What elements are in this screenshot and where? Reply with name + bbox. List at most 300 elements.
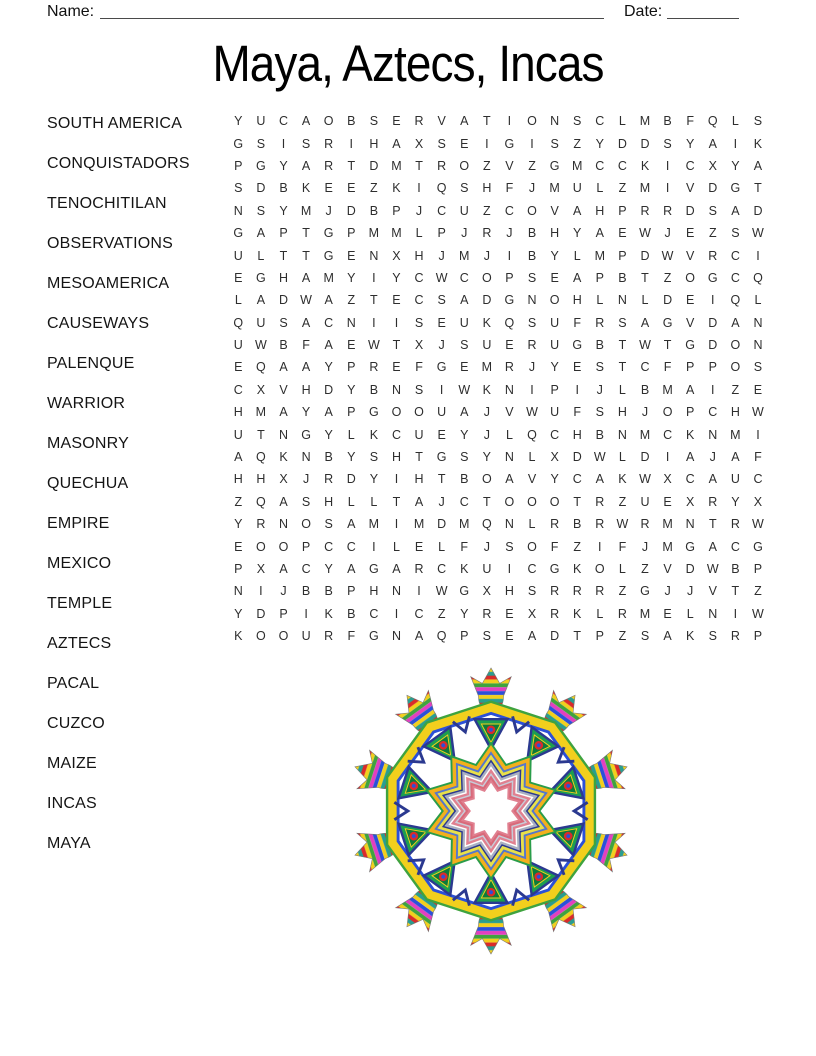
grid-letter: Y — [347, 382, 356, 397]
grid-letter: M — [549, 181, 560, 196]
grid-letter: R — [414, 562, 424, 576]
grid-letter: X — [256, 382, 266, 397]
grid-letter: S — [505, 539, 514, 554]
grid-letter: J — [687, 584, 694, 599]
grid-letter: D — [685, 562, 695, 576]
grid-letter: T — [663, 338, 672, 353]
word-list-item: CAUSEWAYS — [47, 315, 150, 332]
grid-letter: E — [686, 226, 695, 241]
grid-letter: D — [572, 450, 582, 465]
grid-letter: R — [437, 158, 447, 173]
grid-letter: U — [550, 338, 560, 353]
grid-letter: I — [507, 562, 512, 576]
word-list-item: PACAL — [47, 675, 100, 692]
grid-letter: T — [754, 181, 762, 196]
grid-letter: L — [347, 494, 355, 509]
grid-letter: V — [550, 203, 559, 218]
grid-letter: E — [324, 181, 333, 196]
grid-letter: L — [505, 427, 513, 442]
grid-letter: S — [414, 382, 424, 397]
grid-letter: G — [368, 405, 379, 420]
grid-letter: A — [460, 293, 469, 308]
grid-letter: Z — [754, 584, 762, 599]
grid-letter: A — [279, 405, 288, 420]
grid-letter: Y — [324, 427, 333, 442]
grid-letter: R — [482, 606, 492, 621]
grid-letter: S — [527, 315, 537, 330]
grid-letter: A — [392, 136, 401, 151]
grid-letter: S — [550, 136, 559, 151]
grid-letter: Y — [369, 472, 379, 487]
grid-letter: S — [618, 315, 627, 330]
word-list-item: QUECHUA — [47, 475, 129, 492]
grid-letter: J — [483, 405, 490, 420]
grid-letter: J — [438, 494, 445, 509]
grid-letter: Y — [279, 158, 288, 173]
grid-letter: J — [596, 382, 603, 397]
grid-letter: A — [414, 629, 424, 644]
grid-letter: O — [481, 472, 492, 487]
grid-letter: H — [278, 270, 288, 285]
grid-letter: T — [415, 158, 423, 173]
grid-letter: M — [481, 360, 493, 375]
grid-letter: S — [595, 405, 604, 420]
grid-letter: P — [437, 226, 446, 241]
grid-letter: B — [369, 203, 379, 218]
grid-letter: W — [435, 270, 448, 285]
grid-letter: N — [753, 315, 763, 330]
grid-letter: O — [549, 494, 560, 509]
grid-letter: N — [369, 248, 379, 263]
grid-letter: J — [438, 338, 445, 353]
grid-letter: S — [301, 494, 311, 509]
grid-letter: H — [369, 136, 379, 151]
grid-letter: I — [665, 181, 670, 196]
grid-letter: B — [279, 181, 288, 196]
grid-letter: G — [504, 136, 515, 151]
grid-letter: C — [753, 472, 763, 487]
grid-letter: B — [618, 270, 627, 285]
grid-letter: N — [753, 338, 763, 353]
grid-letter: V — [527, 472, 537, 487]
grid-letter: W — [458, 382, 471, 397]
grid-letter: I — [394, 472, 399, 487]
grid-letter: Q — [481, 517, 492, 532]
grid-letter: B — [460, 472, 469, 487]
grid-letter: E — [505, 338, 514, 353]
grid-letter: C — [504, 203, 514, 218]
grid-letter: E — [460, 136, 469, 151]
grid-letter: C — [324, 315, 334, 330]
puzzle-grid — [227, 110, 769, 647]
grid-letter: U — [550, 405, 560, 420]
grid-letter: C — [369, 606, 379, 621]
grid-letter: Z — [234, 494, 243, 509]
grid-letter: P — [301, 539, 311, 554]
grid-letter: W — [435, 584, 448, 599]
grid-letter: L — [347, 427, 355, 442]
grid-letter: N — [233, 584, 243, 599]
grid-letter: B — [595, 338, 604, 353]
grid-letter: Q — [256, 494, 266, 509]
grid-letter: U — [301, 629, 311, 644]
grid-letter: X — [663, 472, 672, 487]
grid-letter: N — [391, 584, 401, 599]
grid-letter: S — [527, 584, 537, 599]
grid-letter: C — [685, 472, 695, 487]
grid-letter: E — [573, 360, 582, 375]
grid-letter: P — [347, 405, 356, 420]
word-list-item: TENOCHITILAN — [47, 195, 167, 212]
grid-letter: O — [527, 494, 537, 509]
grid-letter: X — [527, 606, 537, 621]
grid-letter: G — [685, 338, 696, 353]
grid-letter: V — [279, 382, 288, 397]
grid-letter: I — [711, 293, 715, 308]
grid-letter: Z — [618, 584, 627, 599]
grid-letter: N — [708, 606, 718, 621]
grid-letter: M — [391, 158, 402, 173]
grid-letter: J — [415, 203, 423, 218]
grid-letter: M — [639, 114, 651, 129]
grid-letter: W — [706, 562, 719, 576]
grid-letter: I — [756, 248, 760, 263]
grid-letter: Y — [482, 450, 491, 465]
grid-letter: S — [437, 293, 446, 308]
grid-letter: T — [257, 427, 265, 442]
grid-letter: A — [731, 203, 740, 218]
grid-letter: H — [617, 405, 627, 420]
grid-letter: Z — [483, 203, 491, 218]
grid-letter: R — [730, 629, 740, 644]
grid-letter: T — [392, 338, 401, 353]
grid-letter: X — [279, 472, 288, 487]
grid-letter: K — [392, 181, 401, 196]
grid-letter: Q — [527, 427, 537, 442]
grid-letter: A — [347, 517, 356, 532]
grid-letter: H — [369, 584, 379, 599]
grid-letter: U — [640, 494, 650, 509]
grid-letter: Z — [663, 270, 672, 285]
grid-letter: P — [595, 629, 604, 644]
grid-letter: D — [369, 158, 379, 173]
grid-letter: K — [482, 382, 491, 397]
grid-letter: C — [233, 382, 243, 397]
word-list-item: PALENQUE — [47, 355, 135, 372]
grid-letter: U — [550, 315, 560, 330]
grid-letter: A — [595, 226, 604, 241]
grid-letter: K — [460, 562, 469, 576]
grid-letter: D — [346, 203, 356, 218]
grid-letter: A — [279, 562, 288, 576]
grid-letter: M — [662, 382, 673, 397]
mandala-decoration-icon — [346, 666, 636, 956]
grid-letter: C — [437, 562, 447, 576]
grid-letter: V — [437, 114, 446, 129]
grid-letter: R — [550, 517, 560, 532]
grid-letter: S — [324, 517, 333, 532]
grid-letter: O — [301, 517, 311, 532]
grid-letter: K — [573, 606, 582, 621]
grid-letter: U — [572, 181, 582, 196]
grid-letter: J — [483, 539, 490, 554]
grid-letter: H — [233, 472, 243, 487]
grid-letter: H — [324, 494, 334, 509]
grid-letter: S — [234, 181, 243, 196]
grid-letter: B — [369, 382, 379, 397]
grid-letter: C — [595, 114, 605, 129]
grid-letter: S — [279, 315, 288, 330]
grid-letter: W — [616, 517, 629, 532]
grid-letter: O — [459, 158, 470, 173]
grid-letter: O — [685, 270, 696, 285]
grid-letter: A — [256, 226, 266, 241]
grid-letter: R — [640, 517, 650, 532]
grid-letter: F — [460, 539, 469, 554]
grid-letter: I — [372, 315, 376, 330]
grid-letter: E — [505, 629, 514, 644]
grid-letter: G — [256, 270, 266, 285]
grid-letter: M — [662, 517, 673, 532]
grid-letter: G — [504, 293, 515, 308]
grid-letter: Z — [573, 539, 582, 554]
grid-letter: J — [664, 226, 671, 241]
grid-letter: U — [482, 338, 492, 353]
grid-letter: A — [324, 338, 333, 353]
grid-letter: L — [392, 539, 400, 554]
grid-letter: S — [482, 629, 491, 644]
grid-letter: P — [505, 270, 514, 285]
grid-letter: C — [459, 494, 469, 509]
grid-letter: K — [324, 606, 333, 621]
grid-letter: F — [302, 338, 310, 353]
grid-letter: E — [505, 606, 514, 621]
grid-letter: Z — [483, 158, 491, 173]
grid-letter: E — [753, 382, 763, 397]
grid-letter: P — [753, 562, 763, 576]
grid-letter: R — [414, 114, 424, 129]
grid-letter: G — [549, 562, 560, 576]
grid-letter: Y — [301, 405, 311, 420]
grid-letter: P — [347, 584, 356, 599]
grid-letter: O — [662, 405, 673, 420]
grid-letter: L — [573, 248, 581, 263]
grid-letter: E — [437, 427, 446, 442]
grid-letter: L — [618, 562, 626, 576]
grid-letter: O — [549, 293, 560, 308]
grid-letter: S — [708, 203, 717, 218]
grid-letter: C — [414, 606, 424, 621]
grid-letter: R — [482, 226, 492, 241]
page-title: Maya, Aztecs, Incas — [212, 35, 604, 92]
grid-letter: B — [527, 248, 537, 263]
grid-letter: A — [708, 136, 717, 151]
grid-letter: D — [550, 629, 560, 644]
grid-letter: Q — [707, 114, 718, 129]
grid-letter: R — [550, 606, 560, 621]
grid-letter: E — [347, 248, 356, 263]
grid-letter: T — [392, 494, 401, 509]
grid-letter: C — [391, 427, 401, 442]
grid-letter: I — [507, 248, 512, 263]
grid-letter: F — [686, 114, 694, 129]
grid-letter: S — [460, 450, 469, 465]
grid-letter: E — [392, 360, 401, 375]
grid-letter: P — [550, 382, 559, 397]
grid-letter: H — [256, 472, 266, 487]
grid-letter: G — [323, 226, 334, 241]
grid-letter: M — [639, 427, 651, 442]
grid-letter: D — [640, 248, 650, 263]
grid-letter: S — [460, 338, 469, 353]
grid-letter: L — [415, 226, 423, 241]
grid-letter: O — [256, 539, 266, 554]
grid-letter: H — [550, 226, 560, 241]
grid-letter: P — [595, 270, 604, 285]
grid-letter: O — [278, 629, 289, 644]
grid-letter: L — [618, 450, 626, 465]
grid-letter: T — [415, 450, 423, 465]
grid-letter: E — [460, 360, 469, 375]
grid-letter: L — [528, 517, 536, 532]
grid-letter: G — [549, 158, 560, 173]
grid-letter: W — [526, 405, 538, 420]
grid-letter: Z — [437, 606, 446, 621]
grid-letter: Z — [641, 562, 649, 576]
grid-letter: A — [347, 562, 356, 576]
grid-letter: R — [324, 158, 334, 173]
grid-letter: F — [347, 629, 356, 644]
grid-letter: B — [324, 584, 333, 599]
grid-letter: Y — [279, 203, 288, 218]
grid-letter: N — [617, 427, 627, 442]
grid-letter: L — [618, 114, 626, 129]
grid-letter: H — [482, 181, 492, 196]
grid-letter: A — [573, 270, 582, 285]
grid-letter: K — [573, 562, 582, 576]
grid-letter: A — [640, 315, 650, 330]
word-list-item: WARRIOR — [47, 395, 126, 412]
grid-letter: J — [325, 203, 332, 218]
grid-letter: D — [324, 382, 334, 397]
grid-letter: C — [730, 248, 740, 263]
grid-letter: A — [731, 315, 740, 330]
grid-letter: O — [527, 114, 537, 129]
grid-letter: D — [708, 181, 718, 196]
grid-letter: S — [573, 114, 582, 129]
grid-letter: E — [347, 181, 356, 196]
grid-letter: Y — [234, 114, 243, 129]
word-list-item: SOUTH AMERICA — [47, 115, 183, 132]
grid-letter: W — [367, 338, 380, 353]
grid-letter: H — [730, 405, 740, 420]
grid-letter: K — [279, 450, 288, 465]
grid-letter: P — [618, 203, 627, 218]
grid-letter: E — [618, 226, 627, 241]
grid-letter: I — [733, 606, 738, 621]
grid-letter: N — [708, 427, 718, 442]
grid-letter: G — [368, 562, 379, 576]
grid-letter: K — [753, 136, 763, 151]
grid-letter: B — [640, 382, 650, 397]
grid-letter: O — [730, 338, 741, 353]
grid-letter: D — [640, 136, 650, 151]
grid-letter: Y — [686, 136, 695, 151]
grid-letter: S — [753, 360, 763, 375]
grid-letter: R — [504, 360, 514, 375]
grid-letter: F — [505, 181, 514, 196]
grid-letter: E — [347, 338, 356, 353]
grid-letter: L — [257, 248, 265, 263]
grid-letter: S — [527, 270, 537, 285]
grid-letter: O — [391, 405, 402, 420]
grid-letter: I — [665, 450, 670, 465]
grid-letter: T — [483, 494, 491, 509]
grid-letter: A — [301, 315, 311, 330]
grid-letter: O — [481, 270, 492, 285]
grid-letter: O — [256, 629, 266, 644]
grid-letter: C — [324, 539, 334, 554]
grid-letter: G — [323, 248, 334, 263]
grid-letter: U — [256, 114, 266, 129]
grid-letter: U — [730, 472, 740, 487]
grid-letter: G — [301, 427, 311, 442]
grid-letter: Y — [731, 494, 740, 509]
grid-letter: C — [278, 114, 288, 129]
grid-letter: O — [504, 494, 515, 509]
grid-letter: D — [482, 293, 492, 308]
grid-letter: S — [731, 226, 740, 241]
grid-letter: I — [304, 606, 308, 621]
grid-letter: A — [301, 114, 311, 129]
grid-letter: M — [594, 248, 605, 263]
grid-letter: O — [414, 405, 424, 420]
grid-letter: J — [483, 248, 490, 263]
grid-letter: J — [664, 584, 671, 599]
grid-letter: F — [550, 539, 559, 554]
grid-letter: Z — [347, 293, 356, 308]
name-label: Name: — [47, 3, 95, 20]
grid-letter: R — [617, 606, 627, 621]
word-list-item: CONQUISTADORS — [47, 155, 190, 172]
grid-letter: S — [256, 203, 266, 218]
grid-letter: I — [485, 136, 489, 151]
grid-letter: Q — [730, 293, 741, 308]
grid-letter: G — [730, 181, 741, 196]
name-blank-line — [100, 17, 604, 19]
grid-letter: E — [234, 270, 243, 285]
grid-letter: Q — [233, 315, 244, 330]
grid-letter: Y — [234, 606, 243, 621]
grid-letter: G — [572, 338, 583, 353]
grid-letter: M — [255, 405, 267, 420]
grid-letter: Y — [347, 450, 356, 465]
grid-letter: Z — [618, 494, 627, 509]
grid-letter: N — [685, 517, 695, 532]
grid-letter: T — [347, 158, 356, 173]
grid-letter: J — [641, 539, 649, 554]
grid-letter: D — [708, 315, 718, 330]
grid-letter: T — [279, 248, 288, 263]
grid-letter: I — [394, 606, 399, 621]
grid-letter: X — [686, 494, 695, 509]
grid-letter: A — [301, 158, 311, 173]
grid-letter: N — [391, 382, 401, 397]
grid-letter: V — [686, 248, 695, 263]
grid-letter: O — [527, 203, 537, 218]
grid-letter: R — [708, 494, 718, 509]
grid-letter: T — [641, 270, 649, 285]
